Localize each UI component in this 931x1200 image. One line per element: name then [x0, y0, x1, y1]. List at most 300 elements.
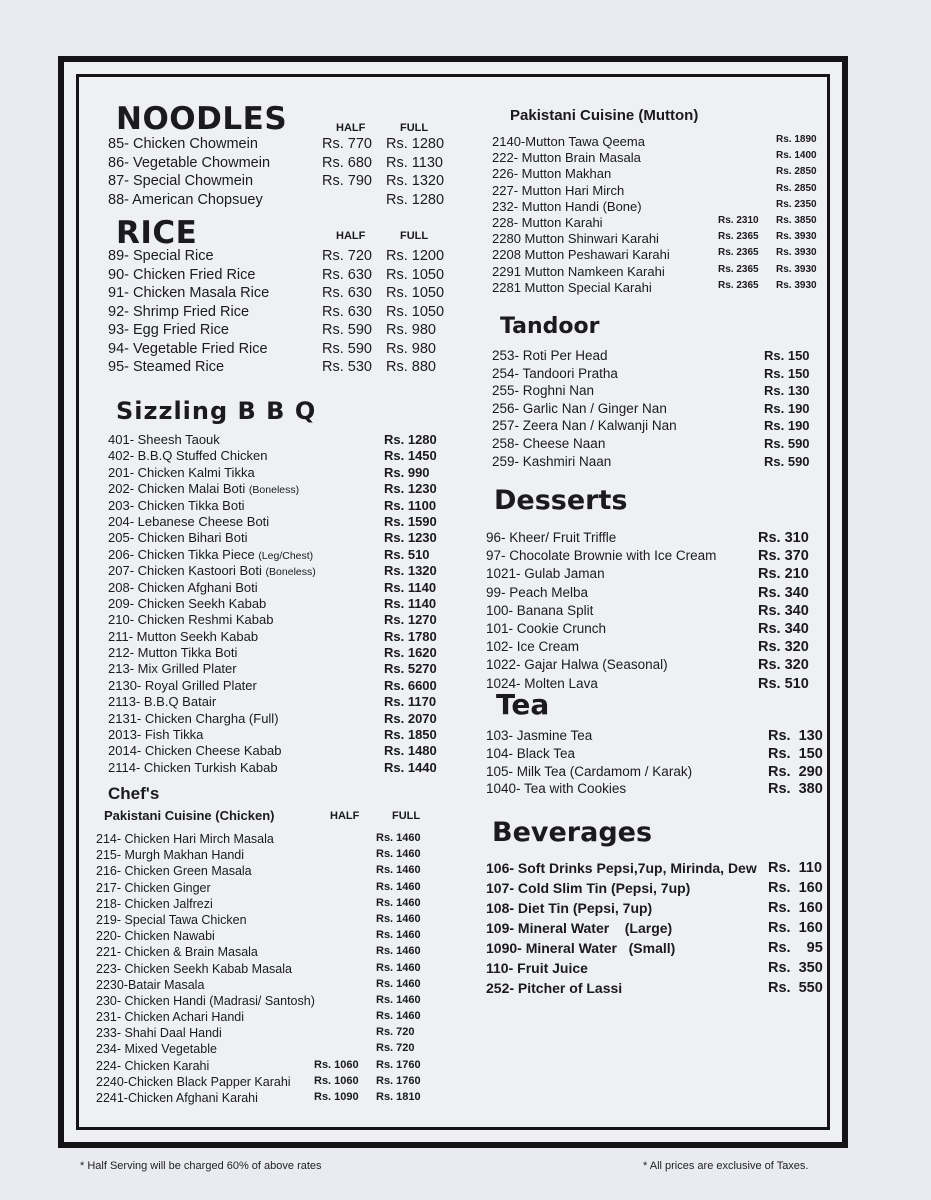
list-item	[108, 711, 458, 727]
item-name: 100- Banana Split	[486, 602, 594, 618]
item-name: 233- Shahi Daal Handi	[96, 1026, 222, 1041]
item-name: 85- Chicken Chowmein	[108, 136, 258, 152]
item-name: 226- Mutton Makhan	[492, 166, 612, 182]
item-full-price: Rs. 1460	[376, 945, 421, 958]
list-item	[96, 1075, 446, 1091]
item-name: 2291 Mutton Namkeen Karahi	[492, 263, 665, 279]
item-name: 87- Special Chowmein	[108, 173, 254, 189]
chefs-section	[96, 784, 456, 1124]
list-item	[108, 629, 458, 645]
list-item	[108, 612, 458, 628]
list-item	[486, 900, 826, 920]
item-name: 221- Chicken & Brain Masala	[96, 945, 258, 960]
list-item	[108, 136, 458, 155]
list-item	[492, 264, 828, 280]
tea-title: Tea	[496, 688, 550, 721]
item-price: Rs. 5270	[384, 661, 437, 677]
item-name: 257- Zeera Nan / Kalwanji Nan	[492, 418, 677, 434]
mutton-list	[492, 134, 828, 296]
item-name: 209- Chicken Seekh Kabab	[108, 595, 267, 611]
item-name: 215- Murgh Makhan Handi	[96, 848, 244, 863]
item-price: Rs. 340	[758, 620, 809, 637]
beverages-title: Beverages	[492, 817, 653, 848]
item-full-price: Rs. 980	[386, 322, 436, 338]
item-price: Rs. 130	[764, 383, 810, 399]
beverages-list	[486, 860, 826, 1000]
list-item	[108, 359, 458, 378]
item-full-price: Rs. 1280	[386, 136, 445, 152]
item-price: Rs. 190	[764, 400, 810, 416]
item-price: Rs. 1140	[384, 579, 437, 595]
item-name: 2113- B.B.Q Batair	[108, 694, 217, 710]
list-item	[486, 621, 826, 639]
list-item	[486, 603, 826, 621]
item-name: 230- Chicken Handi (Madrasi/ Santosh)	[96, 993, 315, 1008]
item-price: Rs. 1280	[384, 432, 437, 447]
item-price: Rs. 1780	[384, 628, 437, 644]
item-half-price: Rs. 2365	[718, 231, 759, 243]
item-name: 101- Cookie Crunch	[486, 620, 607, 636]
item-name: 2208 Mutton Peshawari Karahi	[492, 247, 670, 263]
item-price: Rs. 1270	[384, 612, 437, 628]
list-item	[486, 980, 826, 1000]
list-item	[96, 994, 446, 1010]
item-name: 1022- Gajar Halwa (Seasonal)	[486, 657, 668, 673]
item-price: Rs. 370	[758, 548, 809, 565]
list-item	[492, 150, 828, 166]
list-item	[486, 566, 826, 584]
item-price: Rs. 310	[758, 530, 809, 546]
item-price: Rs. 1170	[384, 694, 437, 710]
item-name: 93- Egg Fried Rice	[108, 322, 229, 338]
noodles-title: NOODLES	[116, 101, 288, 137]
item-price: Rs. 190	[764, 418, 810, 434]
list-item	[486, 860, 826, 880]
item-full-price: Rs. 2850	[776, 166, 817, 178]
list-item	[486, 920, 826, 940]
list-item	[492, 199, 828, 215]
item-full-price: Rs. 720	[376, 1042, 415, 1055]
list-item	[108, 322, 458, 341]
item-name: 228- Mutton Karahi	[492, 214, 603, 230]
item-name: 102- Ice Cream	[486, 639, 580, 655]
item-name: 402- B.B.Q Stuffed Chicken	[108, 448, 268, 464]
item-full-price: Rs. 980	[386, 340, 436, 357]
item-full-price: Rs. 1460	[376, 912, 421, 925]
item-name: 205- Chicken Bihari Boti	[108, 530, 248, 546]
item-name: 1040- Tea with Cookies	[486, 781, 627, 797]
item-name: 220- Chicken Nawabi	[96, 929, 215, 944]
bbq-section	[96, 396, 456, 784]
list-item	[108, 173, 458, 192]
item-price: Rs. 1590	[384, 513, 437, 529]
list-item	[486, 548, 826, 566]
item-price: Rs. 340	[758, 602, 809, 619]
item-full-price: Rs. 1760	[376, 1058, 421, 1071]
item-price: Rs. 340	[758, 584, 809, 601]
item-half-price: Rs. 530	[322, 359, 372, 375]
noodles-half-header: HALF	[336, 122, 366, 134]
item-name: 104- Black Tea	[486, 745, 576, 761]
item-name: 222- Mutton Brain Masala	[492, 150, 641, 166]
item-full-price: Rs. 1050	[386, 266, 445, 283]
item-name: 214- Chicken Hari Mirch Masala	[96, 832, 274, 846]
item-full-price: Rs. 1050	[386, 303, 445, 320]
list-item	[486, 657, 826, 675]
item-price: Rs. 1140	[384, 595, 437, 611]
item-name: 2130- Royal Grilled Plater	[108, 677, 257, 693]
item-name: 203- Chicken Tikka Boti	[108, 497, 245, 513]
item-name: 253- Roti Per Head	[492, 348, 608, 363]
item-full-price: Rs. 3930	[776, 263, 817, 275]
list-item	[108, 514, 458, 530]
item-price: Rs. 1320	[384, 563, 437, 579]
item-full-price: Rs. 3930	[776, 279, 817, 291]
list-item	[108, 432, 458, 448]
item-name: 258- Cheese Naan	[492, 435, 606, 451]
list-item	[492, 183, 828, 199]
item-price: Rs. 320	[758, 657, 809, 674]
item-name: 94- Vegetable Fried Rice	[108, 340, 268, 357]
list-item	[96, 1042, 446, 1058]
rice-list	[108, 248, 458, 378]
item-price: Rs. 590	[764, 435, 810, 451]
mutton-title: Pakistani Cuisine (Mutton)	[510, 107, 699, 124]
beverages-section	[484, 808, 824, 1008]
tandoor-title: Tandoor	[500, 314, 600, 339]
list-item	[96, 881, 446, 897]
item-name: 259- Kashmiri Naan	[492, 453, 612, 469]
list-item	[108, 341, 458, 360]
noodles-section	[96, 100, 456, 216]
item-full-price: Rs. 3930	[776, 247, 817, 259]
item-name: 1090- Mineral Water (Small)	[486, 940, 676, 956]
item-name: 219- Special Tawa Chicken	[96, 912, 247, 927]
item-full-price: Rs. 2850	[776, 182, 817, 194]
item-price: Rs. 160	[768, 900, 823, 916]
item-name: 107- Cold Slim Tin (Pepsi, 7up)	[486, 880, 691, 896]
tandoor-list	[492, 348, 828, 471]
list-item	[492, 166, 828, 182]
item-half-price: Rs. 630	[322, 285, 372, 301]
item-name: 106- Soft Drinks Pepsi,7up, Mirinda, Dew	[486, 860, 757, 876]
list-item	[492, 134, 828, 150]
item-name: 97- Chocolate Brownie with Ice Cream	[486, 548, 717, 564]
item-price: Rs. 110	[768, 860, 823, 876]
list-item	[96, 913, 446, 929]
item-full-price: Rs. 1760	[376, 1074, 421, 1087]
item-price: Rs. 550	[768, 980, 823, 996]
item-price: Rs. 160	[768, 920, 823, 936]
item-name: 108- Diet Tin (Pepsi, 7up)	[486, 900, 653, 916]
item-name: 2280 Mutton Shinwari Karahi	[492, 231, 659, 247]
item-half-price: Rs. 770	[322, 136, 372, 152]
item-price: Rs. 1850	[384, 727, 437, 743]
list-item	[108, 596, 458, 612]
list-item	[492, 436, 828, 454]
item-full-price: Rs. 880	[386, 359, 436, 375]
item-name: 89- Special Rice	[108, 248, 214, 264]
item-price: Rs. 95	[768, 940, 823, 956]
item-name: 95- Steamed Rice	[108, 359, 225, 375]
list-item	[108, 192, 458, 211]
item-full-price: Rs. 1280	[386, 191, 445, 208]
desserts-section	[484, 474, 824, 690]
item-full-price: Rs. 1460	[376, 1010, 421, 1023]
tea-list	[486, 728, 826, 799]
item-price: Rs. 210	[758, 566, 809, 583]
list-item	[108, 694, 458, 710]
item-half-price: Rs. 1060	[314, 1058, 359, 1071]
list-item	[108, 530, 458, 546]
item-name: 86- Vegetable Chowmein	[108, 154, 271, 171]
item-price: Rs. 1450	[384, 448, 437, 464]
item-name: 2131- Chicken Chargha (Full)	[108, 710, 279, 726]
list-item	[108, 743, 458, 759]
item-price: Rs. 1100	[384, 497, 437, 513]
list-item	[96, 962, 446, 978]
list-item	[108, 661, 458, 677]
footer-half-serving-note: * Half Serving will be charged 60% of above rates	[80, 1160, 322, 1172]
bbq-title: Sizzling B B Q	[116, 397, 317, 425]
item-name: 2140-Mutton Tawa Qeema	[492, 134, 645, 149]
list-item	[108, 498, 458, 514]
item-name: 401- Sheesh Taouk	[108, 432, 220, 447]
desserts-title: Desserts	[494, 485, 628, 516]
item-name: 204- Lebanese Cheese Boti	[108, 513, 270, 529]
list-item	[108, 547, 458, 563]
item-price: Rs. 1230	[384, 530, 437, 546]
item-name: 223- Chicken Seekh Kabab Masala	[96, 961, 292, 976]
tandoor-section	[484, 312, 824, 474]
item-price: Rs. 6600	[384, 677, 437, 693]
item-name: 213- Mix Grilled Plater	[108, 661, 237, 677]
item-name: 255- Roghni Nan	[492, 383, 595, 399]
item-name: 92- Shrimp Fried Rice	[108, 303, 250, 320]
list-item	[96, 848, 446, 864]
left-column	[96, 100, 456, 1124]
item-name: 109- Mineral Water (Large)	[486, 920, 673, 936]
list-item	[486, 880, 826, 900]
item-name: 256- Garlic Nan / Ginger Nan	[492, 400, 667, 416]
item-name: 206- Chicken Tikka Piece (Leg/Chest)	[108, 546, 314, 562]
chefs-half-header: HALF	[330, 810, 360, 822]
list-item	[96, 832, 446, 848]
list-item	[108, 248, 458, 267]
item-name: 232- Mutton Handi (Bone)	[492, 198, 642, 214]
item-full-price: Rs. 1050	[386, 285, 445, 301]
item-name: 252- Pitcher of Lassi	[486, 980, 623, 996]
list-item	[96, 945, 446, 961]
noodles-list	[108, 136, 458, 210]
list-item	[96, 978, 446, 994]
item-full-price: Rs. 1460	[376, 832, 421, 844]
item-full-price: Rs. 1130	[386, 154, 443, 171]
list-item	[108, 155, 458, 174]
list-item	[492, 280, 828, 296]
chefs-title: Chef's	[108, 784, 160, 803]
list-item	[108, 645, 458, 661]
item-name: 231- Chicken Achari Handi	[96, 1010, 244, 1025]
list-item	[486, 746, 826, 764]
item-half-price: Rs. 680	[322, 154, 372, 171]
item-name: 1024- Molten Lava	[486, 675, 598, 691]
list-item	[96, 864, 446, 880]
item-name: 90- Chicken Fried Rice	[108, 266, 256, 283]
item-half-price: Rs. 720	[322, 248, 372, 264]
item-price: Rs. 990	[384, 464, 430, 480]
list-item	[108, 267, 458, 286]
list-item	[96, 1026, 446, 1042]
item-name: 212- Mutton Tikka Boti	[108, 645, 238, 661]
list-item	[108, 678, 458, 694]
item-price: Rs. 1620	[384, 645, 437, 661]
list-item	[96, 929, 446, 945]
list-item	[486, 585, 826, 603]
item-price: Rs. 1440	[384, 759, 437, 775]
item-name: 210- Chicken Reshmi Kabab	[108, 612, 274, 628]
item-name: 224- Chicken Karahi	[96, 1058, 210, 1073]
list-item	[486, 960, 826, 980]
list-item	[492, 247, 828, 263]
tea-section	[484, 690, 824, 808]
item-name: 110- Fruit Juice	[486, 960, 588, 976]
list-item	[486, 530, 826, 548]
list-item	[96, 1010, 446, 1026]
item-name: 201- Chicken Kalmi Tikka	[108, 464, 255, 480]
item-half-price: Rs. 1060	[314, 1074, 359, 1087]
item-name: 2013- Fish Tikka	[108, 727, 204, 743]
item-name: 2230-Batair Masala	[96, 977, 205, 992]
list-item	[492, 215, 828, 231]
list-item	[486, 940, 826, 960]
right-column	[484, 100, 824, 1008]
item-full-price: Rs. 1200	[386, 248, 445, 264]
item-full-price: Rs. 3930	[776, 231, 817, 243]
list-item	[492, 383, 828, 401]
item-price: Rs. 510	[384, 546, 430, 562]
list-item	[108, 465, 458, 481]
item-full-price: Rs. 1460	[376, 848, 421, 861]
item-full-price: Rs. 1810	[376, 1091, 421, 1103]
item-full-price: Rs. 1460	[376, 961, 421, 974]
item-name: 216- Chicken Green Masala	[96, 864, 252, 879]
rice-full-header: FULL	[400, 230, 429, 242]
desserts-list	[486, 530, 826, 694]
item-full-price: Rs. 720	[376, 1026, 415, 1039]
rice-title: RICE	[116, 215, 198, 251]
list-item	[108, 285, 458, 304]
list-item	[486, 764, 826, 782]
item-full-price: Rs. 1400	[776, 150, 817, 162]
list-item	[96, 1059, 446, 1075]
chefs-full-header: FULL	[392, 810, 421, 822]
item-price: Rs. 1230	[384, 481, 437, 497]
item-full-price: Rs. 1460	[376, 880, 421, 893]
item-price: Rs. 590	[764, 453, 810, 469]
list-item	[486, 728, 826, 746]
item-full-price: Rs. 1460	[376, 993, 421, 1006]
list-item	[108, 563, 458, 579]
chefs-list	[96, 832, 446, 1107]
item-price: Rs. 350	[768, 960, 823, 976]
list-item	[486, 639, 826, 657]
list-item	[96, 897, 446, 913]
list-item	[492, 231, 828, 247]
list-item	[492, 348, 828, 366]
item-half-price: Rs. 590	[322, 322, 372, 338]
item-price: Rs. 510	[758, 675, 809, 692]
list-item	[108, 304, 458, 323]
item-name: 217- Chicken Ginger	[96, 880, 211, 895]
list-item	[108, 481, 458, 497]
item-half-price: Rs. 630	[322, 303, 372, 320]
item-name: 207- Chicken Kastoori Boti (Boneless)	[108, 563, 316, 579]
noodles-full-header: FULL	[400, 122, 429, 134]
item-name: 2240-Chicken Black Papper Karahi	[96, 1074, 291, 1089]
item-name: 2114- Chicken Turkish Kabab	[108, 759, 278, 775]
item-name: 211- Mutton Seekh Kabab	[108, 628, 259, 644]
item-name: 105- Milk Tea (Cardamom / Karak)	[486, 763, 693, 779]
item-name: 234- Mixed Vegetable	[96, 1042, 217, 1057]
item-half-price: Rs. 2365	[718, 279, 759, 291]
item-full-price: Rs. 3850	[776, 214, 817, 226]
item-half-price: Rs. 2310	[718, 214, 759, 226]
item-price: Rs. 150	[764, 348, 810, 363]
item-price: Rs. 160	[768, 880, 823, 896]
item-price: Rs. 290	[768, 763, 823, 780]
item-half-price: Rs. 1090	[314, 1091, 359, 1103]
bbq-list	[108, 432, 458, 776]
item-price: Rs. 2070	[384, 710, 437, 726]
item-name: 2241-Chicken Afghani Karahi	[96, 1091, 258, 1105]
list-item	[492, 401, 828, 419]
item-name: 91- Chicken Masala Rice	[108, 285, 270, 301]
item-half-price: Rs. 2365	[718, 247, 759, 259]
item-half-price: Rs. 590	[322, 340, 372, 357]
list-item	[486, 781, 826, 799]
list-item	[108, 580, 458, 596]
item-full-price: Rs. 1460	[376, 977, 421, 990]
footer-tax-note: * All prices are exclusive of Taxes.	[643, 1160, 809, 1172]
item-full-price: Rs. 1460	[376, 929, 421, 942]
list-item	[492, 418, 828, 436]
list-item	[492, 454, 828, 472]
item-price: Rs. 150	[764, 365, 810, 381]
item-full-price: Rs. 1320	[386, 173, 445, 189]
mutton-section	[484, 100, 824, 312]
item-name: 1021- Gulab Jaman	[486, 566, 605, 582]
item-full-price: Rs. 1890	[776, 134, 817, 145]
item-name: 202- Chicken Malai Boti (Boneless)	[108, 481, 300, 497]
item-price: Rs. 130	[768, 728, 823, 744]
item-name: 103- Jasmine Tea	[486, 728, 593, 743]
item-full-price: Rs. 1460	[376, 896, 421, 909]
item-price: Rs. 1480	[384, 743, 437, 759]
item-name: 208- Chicken Afghani Boti	[108, 579, 258, 595]
item-full-price: Rs. 2350	[776, 198, 817, 210]
chefs-subtitle: Pakistani Cuisine (Chicken)	[104, 808, 275, 823]
item-name: 96- Kheer/ Fruit Triffle	[486, 530, 617, 545]
item-name: 254- Tandoori Pratha	[492, 365, 618, 381]
item-name: 99- Peach Melba	[486, 584, 589, 600]
list-item	[492, 366, 828, 384]
item-name: 227- Mutton Hari Mirch	[492, 182, 625, 198]
item-price: Rs. 320	[758, 639, 809, 656]
item-half-price: Rs. 790	[322, 173, 372, 189]
item-name: 2281 Mutton Special Karahi	[492, 279, 652, 295]
list-item	[108, 727, 458, 743]
